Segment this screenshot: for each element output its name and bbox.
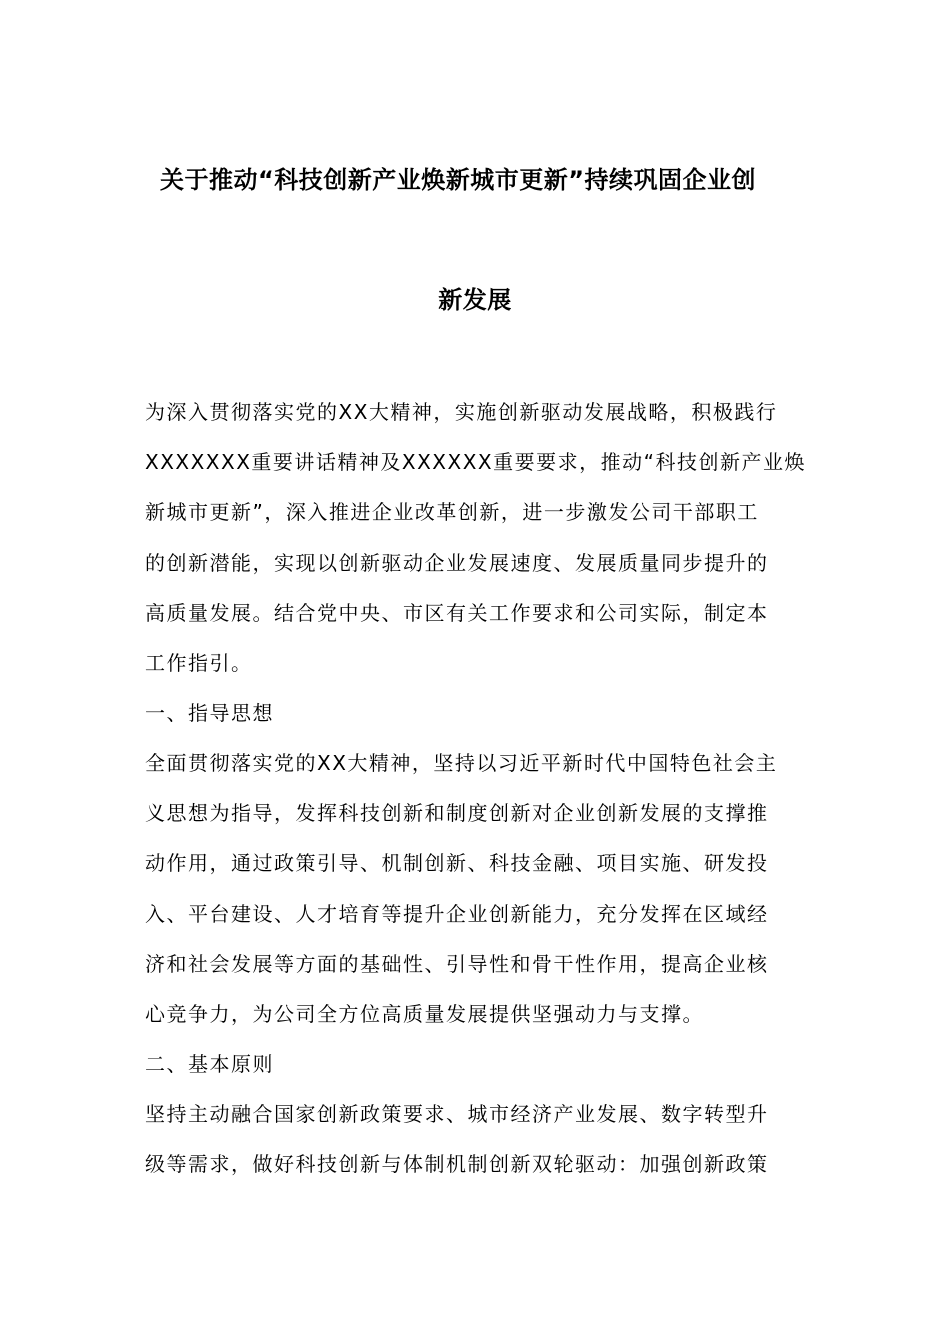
section-heading-basic-principles: 二、基本原则 [145, 1052, 274, 1076]
basic-principles-paragraph [145, 1089, 805, 1189]
paragraph-line: XXXXXXX重要讲话精神及XXXXXX重要要求，推动“科技创新产业焕 [145, 450, 806, 475]
paragraph-line: 心竞争力，为公司全方位高质量发展提供坚强动力与支撑。 [145, 1002, 704, 1027]
intro-paragraph [145, 387, 805, 688]
paragraph-line: 新城市更新”，深入推进企业改革创新，进一步激发公司干部职工 [145, 500, 759, 525]
document-title-line-1: 关于推动“科技创新产业焕新城市更新”持续巩固企业创 [160, 166, 757, 194]
paragraph-line: 高质量发展。结合党中央、市区有关工作要求和公司实际，制定本 [145, 600, 769, 625]
paragraph-line: 级等需求，做好科技创新与体制机制创新双轮驱动：加强创新政策 [145, 1152, 769, 1177]
paragraph-line: 济和社会发展等方面的基础性、引导性和骨干性作用，提高企业核 [145, 951, 769, 976]
paragraph-line: 坚持主动融合国家创新政策要求、城市经济产业发展、数字转型升 [145, 1102, 769, 1126]
paragraph-line: 的创新潜能，实现以创新驱动企业发展速度、发展质量同步提升的 [145, 550, 769, 575]
guiding-ideology-paragraph [145, 738, 805, 1039]
paragraph-line: 动作用，通过政策引导、机制创新、科技金融、项目实施、研发投 [145, 851, 769, 876]
paragraph-line: 入、平台建设、人才培育等提升企业创新能力，充分发挥在区域经 [145, 901, 769, 926]
paragraph-line: 为深入贯彻落实党的XX大精神，实施创新驱动发展战略，积极践行 [145, 400, 778, 424]
paragraph-line: 工作指引。 [145, 651, 253, 676]
paragraph-line: 全面贯彻落实党的XX大精神，坚持以习近平新时代中国特色社会主 [145, 751, 778, 775]
document-title-line-2: 新发展 [438, 286, 512, 314]
paragraph-line: 义思想为指导，发挥科技创新和制度创新对企业创新发展的支撑推 [145, 801, 769, 826]
section-heading-guiding-ideology: 一、指导思想 [145, 701, 274, 725]
